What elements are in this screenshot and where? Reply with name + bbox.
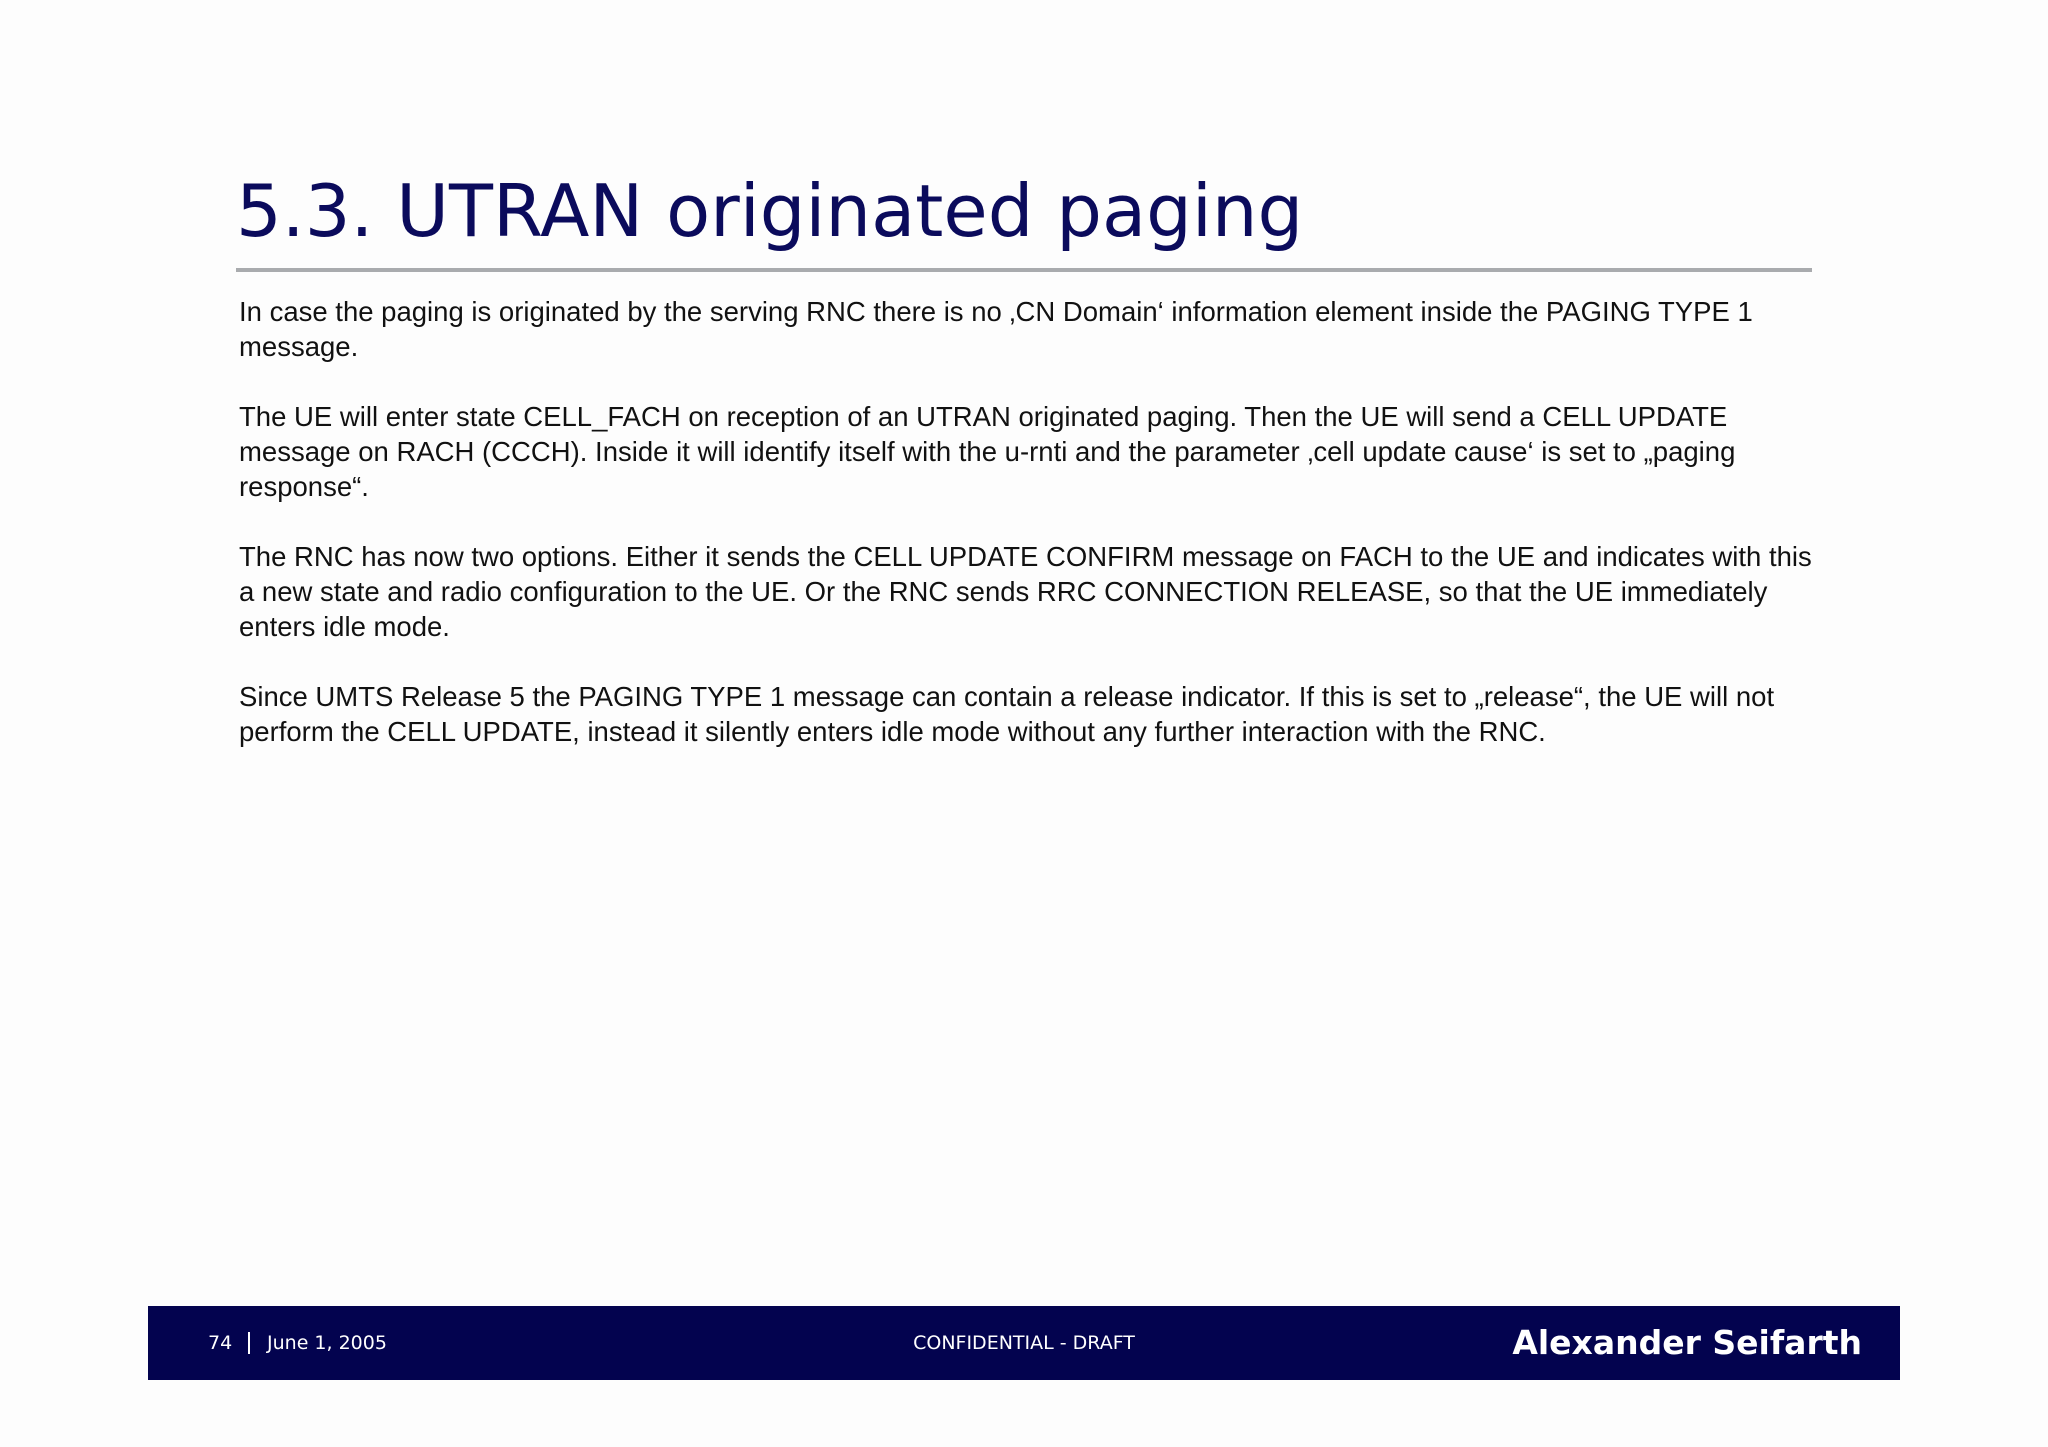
page-number: 74: [208, 1332, 233, 1354]
slide-body: [239, 294, 1819, 784]
paragraph-cell-fach: The UE will enter state CELL_FACH on reception of an UTRAN originated paging. Then the UE will send a CELL UPDATE message on RACH (CCCH). Inside it will identify itself with the u-rnti and the parameter ‚cell update cause‘ is set to „paging response“.: [239, 401, 1736, 502]
paragraph-cn-domain: In case the paging is originated by the serving RNC there is no ‚CN Domain‘ information element inside the PAGING TYPE 1 message.: [239, 296, 1753, 362]
footer-date: June 1, 2005: [267, 1332, 387, 1354]
footer-classification: CONFIDENTIAL - DRAFT: [913, 1332, 1135, 1354]
slide-title: 5.3. UTRAN originated paging: [236, 169, 1304, 253]
slide-footer: [148, 1306, 1900, 1380]
footer-author: Alexander Seifarth: [1512, 1323, 1862, 1362]
paragraph-rnc-options: The RNC has now two options. Either it sends the CELL UPDATE CONFIRM message on FACH to the UE and indicates with this a new state and radio configuration to the UE. Or the RNC sends RRC CONNECTION RELEASE, so that the UE immediately enters idle mode.: [239, 541, 1812, 642]
title-divider: [236, 268, 1812, 272]
paragraph-release-indicator: Since UMTS Release 5 the PAGING TYPE 1 message can contain a release indicator. If this is set to „release“, the UE will not perform the CELL UPDATE, instead it silently enters idle mode without any further interaction with the RNC.: [239, 681, 1775, 747]
